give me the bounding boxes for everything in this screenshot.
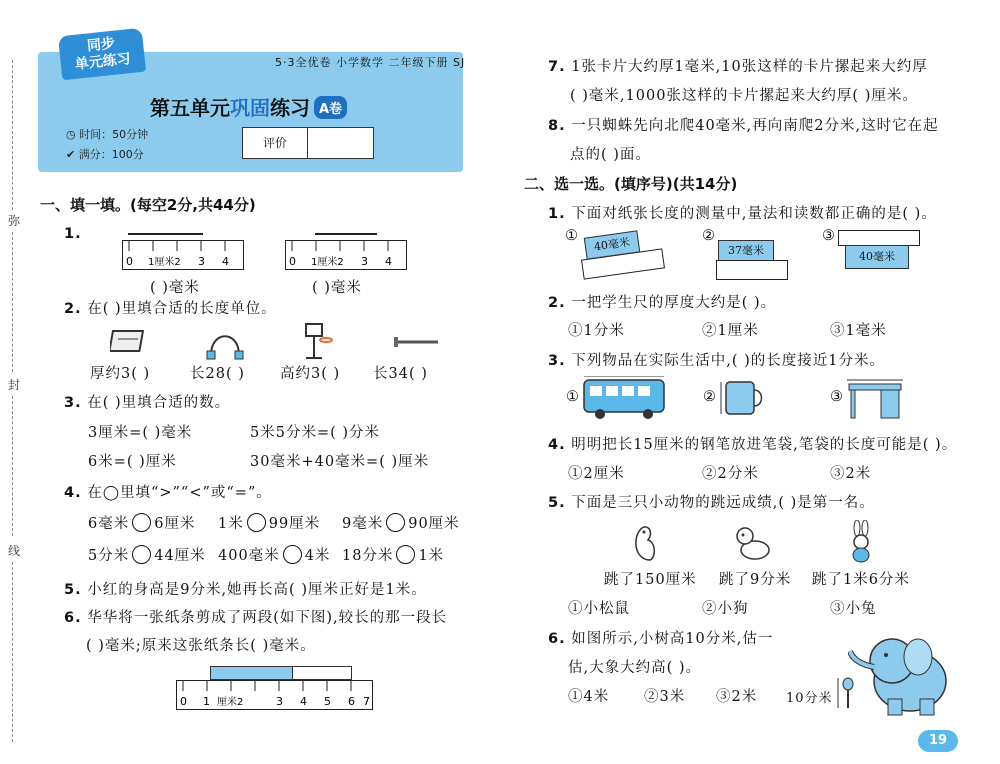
elephant-icon [848,625,954,717]
choice-3 [548,349,885,370]
option[interactable]: ①4米 [568,689,610,705]
tree-height-label: 10分米 [786,691,833,706]
section-1-title: 一、填一填。(每空2分,共44分) [40,196,256,214]
ruler [285,240,407,270]
ruler-mark: 6 [348,695,355,708]
option[interactable]: ②1厘米 [702,323,759,339]
ruler-mark: 4 [222,255,229,268]
question-text[interactable]: ( )毫米,1000张这样的卡片摞起来大约厚( )厘米。 [570,88,918,104]
answer-blank[interactable]: 5米5分米=( )分米 [250,425,381,441]
cut-line [12,562,13,742]
option[interactable]: ③小兔 [830,601,877,617]
question-number: 3. [64,395,82,411]
question-number: 8. [548,118,566,134]
version-badge: A卷 [314,96,347,119]
basketball-hoop-icon [298,322,338,362]
question-number: 5. [64,582,82,598]
ruler-mark: 0 [289,255,296,268]
option[interactable]: ②2分米 [702,466,759,482]
question-text: 如图所示,小树高10分米,估一 [571,631,774,647]
binding-char: 线 [8,544,21,558]
question-number: 2. [548,295,566,311]
ruler-mark: 3 [361,255,368,268]
question-number: 1. [548,206,566,222]
tab-line-2: 单元练习 [74,51,132,73]
title-highlight: 巩固 [230,96,270,120]
ruler-mark: 4 [300,695,307,708]
time-text: 时间：50分钟 [79,128,149,141]
book-icon [110,325,150,357]
tab-line-1: 同步 [86,35,116,55]
ruler-ticks [123,241,243,269]
question-5 [64,578,427,599]
answer-blank[interactable]: 3厘米=( )毫米 [88,425,193,441]
question-text: 华华将一张纸条剪成了两段(如下图),较长的那一段长 [87,610,448,626]
cut-line [12,60,13,210]
question-text: 一只蜘蛛先向北爬40毫米,再向南爬2分米,这时它在起 [571,118,939,134]
question-number: 5. [548,495,566,511]
question-number: 6. [64,610,82,626]
ruler [838,230,920,246]
choice-5 [548,491,875,512]
option[interactable]: ①2厘米 [568,466,625,482]
score-label: 跳了9分米 [719,572,792,588]
option-label: ② [703,389,717,405]
answer-blank[interactable]: 长28( ) [190,366,245,382]
question-text[interactable]: 点的( )面。 [570,147,651,163]
option[interactable]: ③2米 [716,689,758,705]
measured-line [128,233,203,235]
compare-left: 400毫米 [218,548,280,564]
series-label: 5·3全优卷 小学数学 二年级下册 SJ [275,56,466,69]
answer-blank[interactable]: ( )毫米 [312,280,362,296]
ruler-mark: 7 [363,695,370,708]
question-number: 3. [548,353,566,369]
question-number: 1. [64,226,82,242]
check-icon: ✔ [66,148,79,161]
question-number: 4. [64,485,82,501]
compare-circle[interactable] [283,545,302,564]
compare-circle[interactable] [132,513,151,532]
cut-line [12,396,13,536]
title-part: 练习 [270,96,310,120]
paper-reading: 40毫米 [584,230,641,259]
compare-circle[interactable] [396,545,415,564]
ruler [716,260,788,280]
ruler-mark: 3 [198,255,205,268]
option[interactable]: ①小松鼠 [568,601,630,617]
compare-circle[interactable] [132,545,151,564]
compare-item [218,544,330,565]
compare-left: 5分米 [88,548,130,564]
question-6 [64,606,447,627]
question-text: 在( )里填合适的长度单位。 [87,301,277,317]
question-7 [548,55,928,76]
answer-blank[interactable]: 6米=( )厘米 [88,454,177,470]
question-text: 在( )里填合适的数。 [87,395,231,411]
time-info [66,126,148,142]
ruler-mark: 1 [203,695,210,708]
ruler-mark: 0 [180,695,187,708]
compare-circle[interactable] [247,513,266,532]
option[interactable]: ③1毫米 [830,323,887,339]
compare-right: 4米 [304,548,331,564]
nail-icon [392,335,442,349]
question-number: 4. [548,437,566,453]
question-text: 下面对纸张长度的测量中,量法和读数都正确的是( )。 [571,206,937,222]
question-3 [64,391,230,412]
binding-char: 弥 [8,214,21,228]
ruler [176,680,373,710]
compare-right: 44厘米 [154,548,206,564]
option[interactable]: ①1分米 [568,323,625,339]
title-part: 第五单元 [150,96,230,120]
compare-item [88,544,206,565]
compare-right: 1米 [418,548,445,564]
compare-left: 1米 [218,516,244,532]
compare-right: 6厘米 [154,516,196,532]
option[interactable]: ②小狗 [702,601,749,617]
option-label: ③ [830,389,844,405]
ruler-mark: 5 [324,695,331,708]
question-text: 小红的身高是9分米,她再长高( )厘米正好是1米。 [87,582,427,598]
section-2-title: 二、选一选。(填序号)(共14分) [524,175,738,193]
sync-tab [58,28,146,81]
compare-item [88,512,195,533]
page-number: 19 [918,730,958,752]
answer-blank[interactable]: 30毫米+40毫米=( )厘米 [250,454,430,470]
question-text: 估,大象大约高( )。 [568,660,702,676]
dog-icon [735,524,775,564]
option[interactable]: ②3米 [644,689,686,705]
binding-char: 封 [8,378,21,392]
ruler-mark: 1厘米2 [311,257,344,268]
ruler-ticks [177,681,372,709]
evaluation-box [242,127,374,159]
score-label: 跳了1米6分米 [812,572,910,588]
ruler-mark: 3 [276,695,283,708]
option-label: ① [566,389,580,405]
question-text: 明明把长15厘米的钢笔放进笔袋,笔袋的长度可能是( )。 [571,437,958,453]
compare-item [218,512,320,533]
ruler [122,240,244,270]
paper-strip-long [210,666,294,680]
choice-2 [548,291,776,312]
option[interactable]: ③2米 [830,466,872,482]
measured-line [315,233,377,235]
question-text: 下列物品在实际生活中,( )的长度接近1分米。 [571,353,885,369]
question-text: 在◯里填“>”“<”或“=”。 [87,485,272,501]
choice-4 [548,433,957,454]
answer-blank[interactable]: ( )毫米 [150,280,200,296]
answer-blank[interactable]: 高约3( ) [280,366,341,382]
compare-right: 99厘米 [268,516,321,532]
question-number: 2. [64,301,82,317]
option-label: ③ [822,228,836,244]
paper-strip-short [292,666,352,680]
question-number: 7. [548,59,566,75]
choice-1 [548,202,937,223]
question-number: 6. [548,631,566,647]
clock-icon: ◷ [66,128,80,141]
binding-margin [0,0,26,764]
choice-6 [548,627,773,648]
question-text: 1张卡片大约厚1毫米,10张这样的卡片摞起来大约厚 [571,59,928,75]
squirrel-icon [630,522,660,564]
question-text[interactable]: ( )毫米;原来这张纸条长( )毫米。 [86,638,316,654]
question-text: 下面是三只小动物的跳远成绩,( )是第一名。 [571,495,875,511]
compare-left: 18分米 [342,548,394,564]
ruler-ticks [286,241,406,269]
compare-right: 90厘米 [408,516,460,532]
rabbit-icon [847,520,877,564]
option-label: ② [702,228,716,244]
ruler-mark: 0 [126,255,133,268]
option-label: ① [565,228,579,244]
compare-left: 6毫米 [88,516,130,532]
eval-label: 评价 [243,128,308,158]
paper-reading: 37毫米 [718,240,774,262]
jump-rope-icon [205,325,245,360]
score-text: 满分：100分 [78,148,144,161]
cut-line [12,232,13,372]
compare-left: 9毫米 [342,516,384,532]
question-4 [64,481,272,502]
desk-icon [845,376,905,422]
question-8 [548,114,939,135]
page-title [150,92,347,121]
ruler-mark: 厘米2 [217,697,244,708]
cup-icon [718,378,766,418]
compare-item [342,544,444,565]
ruler-mark: 1厘米2 [148,257,181,268]
score-info [66,146,144,162]
ruler-mark: 4 [385,255,392,268]
bus-icon [582,376,668,422]
answer-blank[interactable]: 长34( ) [373,366,428,382]
question-2 [64,297,277,318]
answer-blank[interactable]: 厚约3( ) [90,366,151,382]
paper-reading: 40毫米 [845,245,909,269]
compare-circle[interactable] [386,513,405,532]
compare-item [342,512,460,533]
question-text: 一把学生尺的厚度大约是( )。 [571,295,777,311]
score-label: 跳了150厘米 [604,572,697,588]
